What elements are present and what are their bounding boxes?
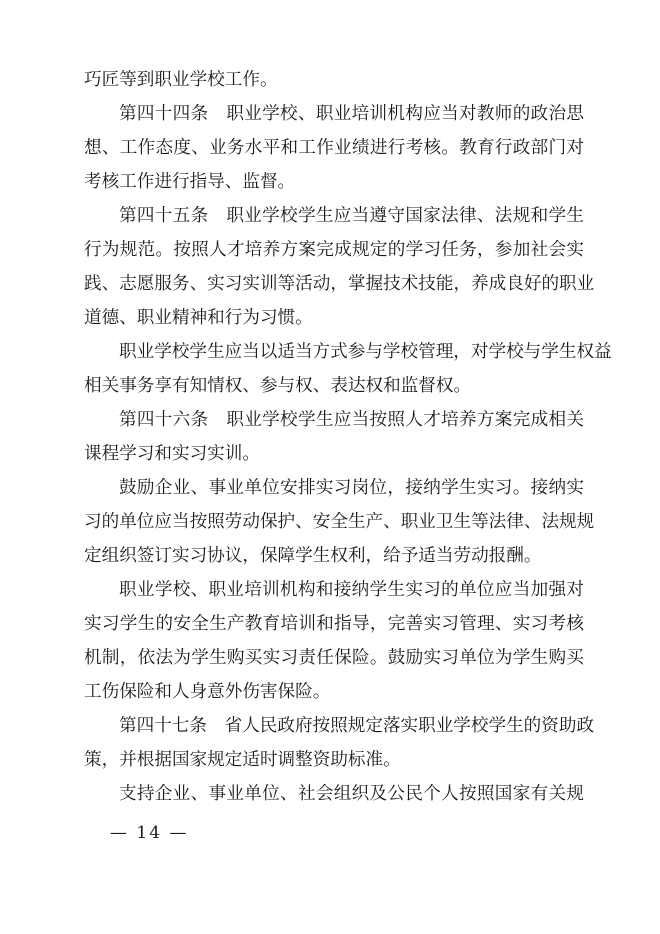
text-line: 践、志愿服务、实习实训等活动，掌握技术技能，养成良好的职业 bbox=[84, 274, 595, 294]
text-line: 习的单位应当按照劳动保护、安全生产、职业卫生等法律、法规规 bbox=[84, 512, 595, 532]
text-line: 实习学生的安全生产教育培训和指导，完善实习管理、实习考核 bbox=[84, 614, 584, 634]
text-line: 想、工作态度、业务水平和工作业绩进行考核。教育行政部门对 bbox=[84, 138, 584, 158]
article-46-heading-line: 第四十六条 职业学校学生应当按照人才培养方案完成相关 bbox=[119, 410, 584, 430]
text-line: 策，并根据国家规定适时调整资助标准。 bbox=[84, 750, 401, 770]
article-47-heading-line: 第四十七条 省人民政府按照规定落实职业学校学生的资助政 bbox=[119, 716, 595, 736]
text-line: 行为规范。按照人才培养方案完成规定的学习任务，参加社会实 bbox=[84, 240, 584, 260]
text-line: 考核工作进行指导、监督。 bbox=[84, 172, 296, 192]
text-line: 巧匠等到职业学校工作。 bbox=[84, 70, 278, 90]
text-line: 工伤保险和人身意外伤害保险。 bbox=[84, 682, 331, 702]
text-line: 道德、职业精神和行为习惯。 bbox=[84, 308, 313, 328]
paragraph-first-line: 支持企业、事业单位、社会组织及公民个人按照国家有关规 bbox=[119, 784, 584, 804]
article-45-heading-line: 第四十五条 职业学校学生应当遵守国家法律、法规和学生 bbox=[119, 206, 584, 226]
text-line: 课程学习和实习实训。 bbox=[84, 444, 260, 464]
page-number: — 14 — bbox=[110, 823, 189, 843]
article-44-heading-line: 第四十四条 职业学校、职业培训机构应当对教师的政治思 bbox=[119, 104, 584, 124]
paragraph-first-line: 职业学校学生应当以适当方式参与学校管理，对学校与学生权益 bbox=[119, 342, 612, 362]
text-line: 相关事务享有知情权、参与权、表达权和监督权。 bbox=[84, 376, 472, 396]
text-line: 定组织签订实习协议，保障学生权利，给予适当劳动报酬。 bbox=[84, 546, 542, 566]
paragraph-first-line: 鼓励企业、事业单位安排实习岗位，接纳学生实习。接纳实 bbox=[119, 478, 584, 498]
paragraph-first-line: 职业学校、职业培训机构和接纳学生实习的单位应当加强对 bbox=[119, 580, 584, 600]
text-line: 机制，依法为学生购买实习责任保险。鼓励实习单位为学生购买 bbox=[84, 648, 584, 668]
